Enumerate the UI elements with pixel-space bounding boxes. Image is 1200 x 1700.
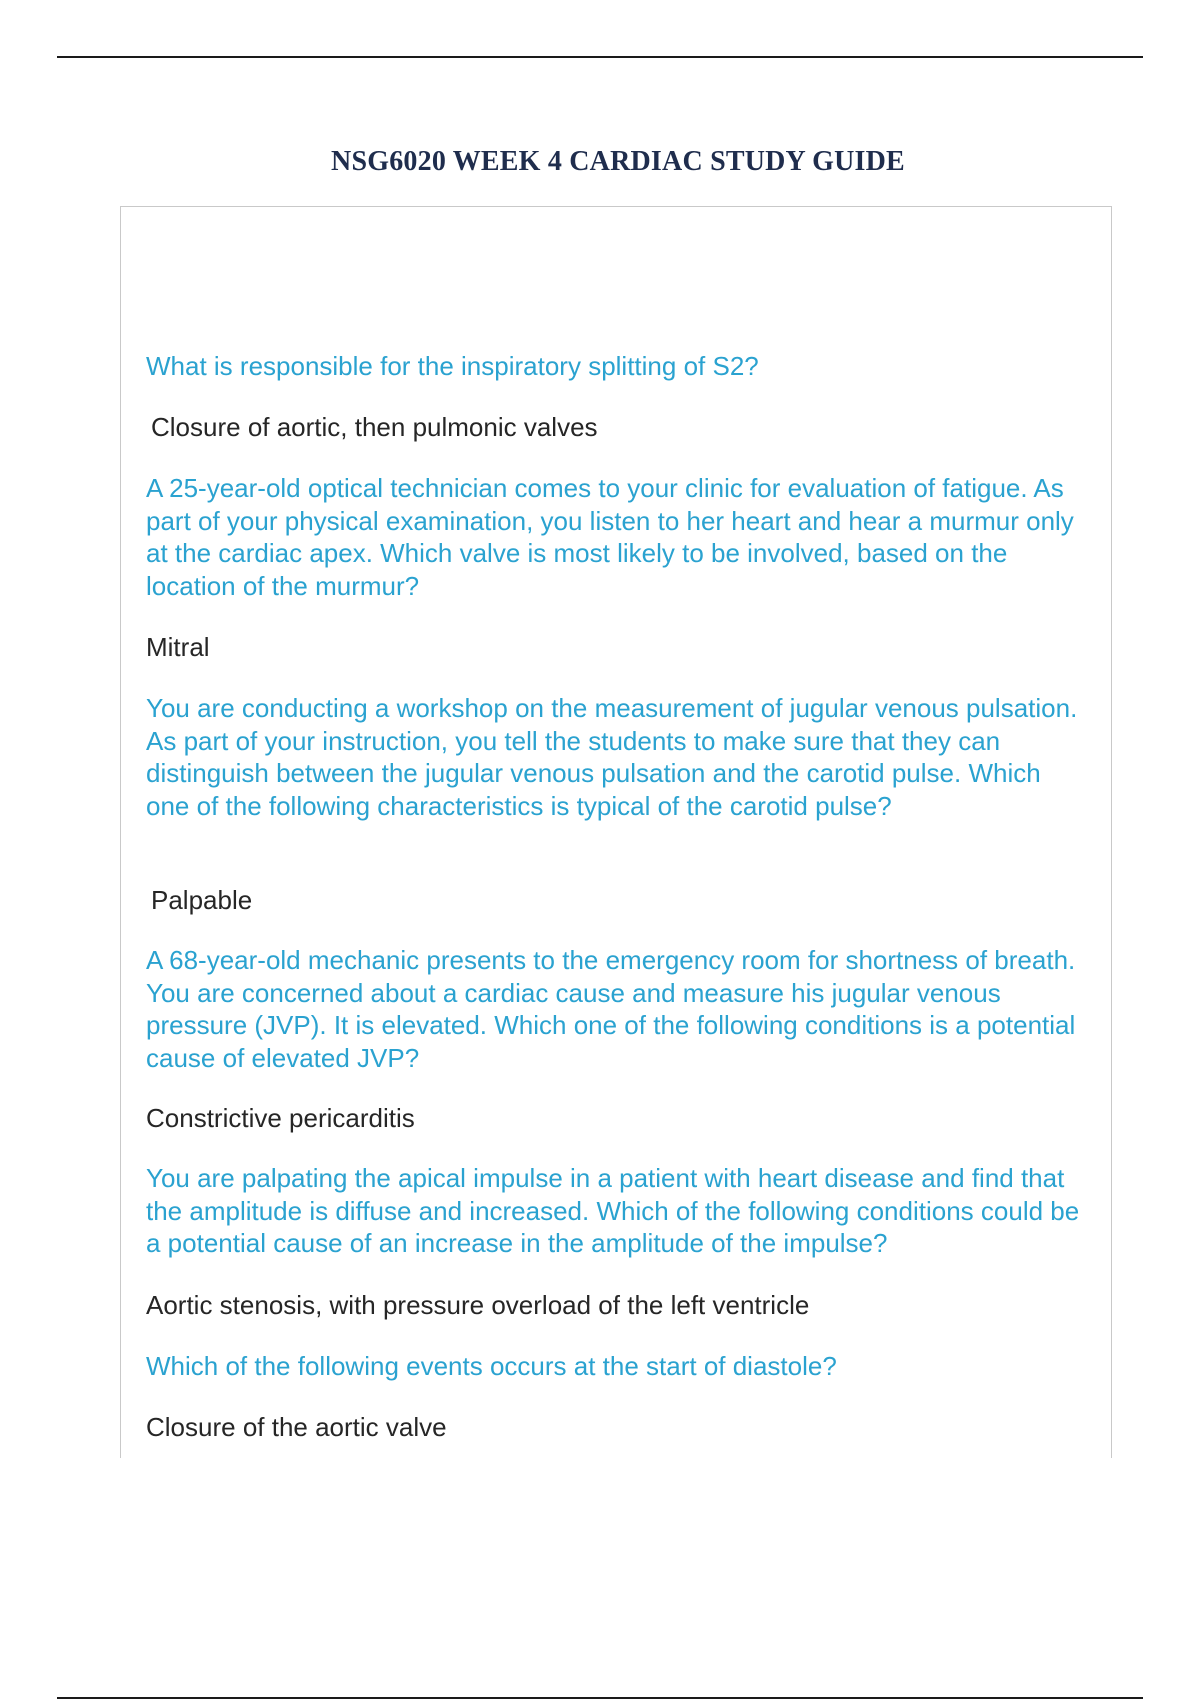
bottom-rule (57, 1697, 1143, 1699)
question-1: What is responsible for the inspiratory splitting of S2? (146, 351, 759, 381)
document-title: NSG6020 WEEK 4 CARDIAC STUDY GUIDE (331, 146, 905, 177)
top-rule (57, 56, 1143, 58)
answer-2: Mitral (146, 632, 210, 662)
question-2: A 25-year-old optical technician comes to your clinic for evaluation of fatigue. As part of your physical examination, you listen to her heart and hear a murmur only at the cardiac apex. Which valve is most likely to be involved, based on the location of the murmur? (146, 473, 1074, 601)
question-6: Which of the following events occurs at the start of diastole? (146, 1351, 837, 1381)
content-box (120, 206, 1112, 1458)
answer-4: Constrictive pericarditis (146, 1103, 415, 1133)
answer-3: Palpable (151, 885, 253, 915)
question-4: A 68-year-old mechanic presents to the emergency room for shortness of breath. You are concerned about a cardiac cause and measure his jugular venous pressure (JVP). It is elevated. Which one of the following conditions is a potential cause of elevated JVP? (146, 945, 1076, 1073)
answer-6: Closure of the aortic valve (146, 1412, 447, 1442)
question-5: You are palpating the apical impulse in a patient with heart disease and find that the amplitude is diffuse and increased. Which of the following conditions could be a potential cause of an increase in the amplitude of the impulse? (146, 1163, 1080, 1258)
answer-1: Closure of aortic, then pulmonic valves (151, 412, 598, 442)
question-3: You are conducting a workshop on the measurement of jugular venous pulsation. As part of your instruction, you tell the students to make sure that they can distinguish between the jugular venous pulsation and the carotid pulse. Which one of the following characteristics is typical of the carotid pulse? (146, 693, 1078, 821)
answer-5: Aortic stenosis, with pressure overload of the left ventricle (146, 1290, 810, 1320)
